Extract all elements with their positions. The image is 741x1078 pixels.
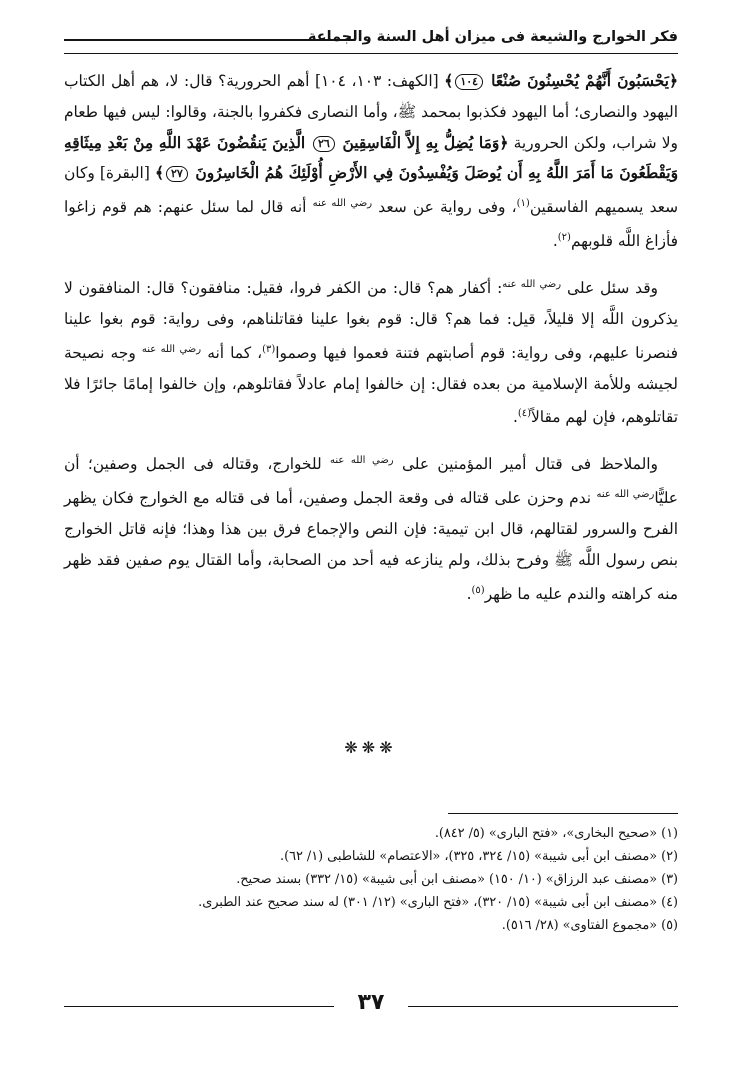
paragraph-1: ﴿يَحْسَبُونَ أَنَّهُمْ يُحْسِنُونَ صُنْعًا ١٠٤﴾ [الكهف: ١٠٣، ١٠٤] أهم الحرورية؟ قال: لا، هم أهل الكتاب اليهود والنصارى؛ أما اليهود فكذبوا بمحمد ﷺ، وأما النصارى فكفروا بالجنة، وقالوا: ليس فيها طعام ولا شراب، ولكن الحرورية ﴿وَمَا يُضِلُّ بِهِ إِلاَّ الْفَاسِقِينَ ٢٦ الَّذِينَ يَنقُضُونَ عَهْدَ اللَّهِ مِنْ بَعْدِ مِيثَاقِهِ وَيَقْطَعُونَ مَا أَمَرَ اللَّهُ بِهِ أَن يُوصَلَ وَيُفْسِدُونَ فِي الأَرْضِ أُوْلَئِكَ هُمُ الْخَاسِرُونَ ٢٧﴾ [البقرة] وكان سعد يسميهم الفاسقين$^{(١)}$، وفى رواية عن سعد $^{رضي الله عنه}$ أنه قال لما سئل عنهم: هم قوم زاغوا فأزاغ اللَّه قلوبهم$^{(٢)}$.: [64, 72, 678, 251]
aya-number: ٢٦: [313, 136, 335, 152]
footnote-item: (٥) «مجموع الفتاوى» (٢٨/ ٥١٦).: [501, 918, 678, 933]
honorific-glyph: رضي الله عنه: [502, 279, 562, 291]
text-span: [الكهف: ١٠٣، ١٠٤] أهم الحرورية؟ قال: لا، هم أهل الكتاب اليهود والنصارى؛ أما اليهود فكذبوا بمحمد ﷺ، وأما النصارى فكفروا بالجنة، وقالوا: ليس فيها طعام ولا شراب، ولكن الحرورية: [64, 72, 678, 152]
text-span: وقد سئل على: [567, 279, 658, 298]
footnote-ref: (٢): [557, 232, 571, 244]
text-span: [البقرة] وكان سعد يسميهم الفاسقين: [64, 164, 678, 217]
footnote-rule: [448, 813, 678, 814]
header-rule-thin: [64, 53, 678, 54]
text-span: ندم وحزن على قتاله فى وقعة الجمل وصفين، أما فى قتاله مع الخوارج فكان يظهر الفرح والسرور لقتالهم، قال ابن تيمية: فإن النص والإجماع فرق بين هذا وهذا؛ فإنه قاتل الخوارج بنص رسول اللَّه ﷺ وفرح بذلك، ولم ينازعه فيه أحد من الصحابة، وأما القتال يوم صفين فقد ظهر منه كراهته والندم عليه ما ظهر: [64, 489, 678, 603]
footnote-item: (٤) «مصنف ابن أبى شيبة» (١٥/ ٣٢٠)، «فتح البارى» (١٢/ ٣٠١) له سند صحيح عند الطبرى.: [198, 895, 678, 910]
section-separator: ❋❋❋: [344, 738, 397, 757]
text-span: ، كما أنه: [207, 343, 263, 362]
footnote-item: (١) «صحيح البخارى»، «فتح البارى» (٥/ ٨٤٢).: [434, 826, 678, 841]
paragraph-3: والملاحظ فى قتال أمير المؤمنين على $^{رضي الله عنه}$ للخوارج، وقتاله فى الجمل وصفين؛ أن عليًّا$^{رضي الله عنه}$ ندم وحزن على قتاله فى وقعة الجمل وصفين، أما فى قتاله مع الخوارج فكان يظهر الفرح والسرور لقتالهم، قال ابن تيمية: فإن النص والإجماع فرق بين هذا وهذا؛ فإنه قاتل الخوارج بنص رسول اللَّه ﷺ وفرح بذلك، ولم ينازعه فيه أحد من الصحابة، وأما القتال يوم صفين فقد ظهر منه كراهته والندم عليه ما ظهر$^{(٥)}$.: [64, 455, 678, 603]
footnote-item: (٢) «مصنف ابن أبى شيبة» (١٥/ ٣٢٤، ٣٢٥)، «الاعتصام» للشاطبى (١/ ٦٢).: [280, 849, 678, 864]
honorific-glyph: رضي الله عنه: [312, 198, 373, 210]
main-text: [64, 66, 678, 623]
footnote-ref: (٣): [262, 343, 276, 355]
text-span: : أكفار هم؟ قال: من الكفر فروا، فقيل: منافقون؟ قال: المنافقون لا يذكرون اللَّه إلا قليلاً، قيل: فما هم؟ قال: قوم بغوا علينا فقاتلناهم، وفى رواية: قوم بغوا علينا فنصرنا عليهم، وفى رواية: قوم أصابتهم فتنة فعموا فيها وصموا: [64, 279, 678, 362]
paragraph-2: وقد سئل على $^{رضي الله عنه}$: أكفار هم؟ قال: من الكفر فروا، فقيل: منافقون؟ قال: المنافقون لا يذكرون اللَّه إلا قليلاً، قيل: فما هم؟ قال: قوم بغوا علينا فقاتلناهم، وفى رواية: قوم بغوا علينا فنصرنا عليهم، وفى رواية: قوم أصابتهم فتنة فعموا فيها وصموا$^{(٣)}$، كما أنه $^{رضي الله عنه}$ وجه نصيحة لجيشه وللأمة الإسلامية من بعده فقال: إن خالفوا إمام عادلاً فقاتلوهم، وإن خالفوا إمامًا جائرًا فلا تقاتلوهم، فإن لهم مقالاً$^{(٤)}$.: [64, 279, 678, 427]
header-rule-thick: [64, 39, 354, 41]
honorific-glyph: رضي الله عنه: [329, 455, 394, 467]
text-span: أنه قال لما سئل عنهم: هم قوم زاغوا فأزاغ اللَّه قلوبهم: [64, 198, 678, 251]
footnote-item: (٣) «مصنف عبد الرزاق» (١٠/ ١٥٠) «مصنف ابن أبى شيبة» (١٥/ ٣٣٢) بسند صحيح.: [236, 872, 678, 887]
footnote-ref: (١): [516, 198, 530, 210]
text-span: للخوارج، وقتاله فى الجمل وصفين؛ أن عليًّا: [64, 455, 678, 508]
page-number: ٣٧: [357, 990, 385, 1015]
running-header: [64, 26, 678, 56]
text-span: وجه نصيحة لجيشه وللأمة الإسلامية من بعده فقال: إن خالفوا إمام عادلاً فقاتلوهم، وإن خالفوا إمامًا جائرًا فلا تقاتلوهم، فإن لهم مقالاً: [64, 343, 678, 427]
quran-verse: ﴿وَمَا يُضِلُّ بِهِ إِلاَّ الْفَاسِقِينَ ٢٦ الَّذِينَ يَنقُضُونَ عَهْدَ اللَّهِ مِنْ بَعْدِ مِيثَاقِهِ وَيَقْطَعُونَ مَا أَمَرَ اللَّهُ بِهِ أَن يُوصَلَ وَيُفْسِدُونَ فِي الأَرْضِ أُوْلَئِكَ هُمُ الْخَاسِرُونَ ٢٧﴾: [64, 133, 678, 183]
text-span: والملاحظ فى قتال أمير المؤمنين على: [401, 455, 658, 474]
honorific-glyph: رضي الله عنه: [141, 343, 202, 355]
footnotes: [64, 822, 678, 937]
page-footer: [64, 990, 678, 1018]
header-title: فكر الخوارج والشيعة فى ميزان أهل السنة والجماعة: [307, 29, 678, 45]
aya-number: ٢٧: [166, 166, 188, 182]
quran-verse: ﴿يَحْسَبُونَ أَنَّهُمْ يُحْسِنُونَ صُنْعًا ١٠٤﴾: [444, 72, 678, 90]
text-span: ، وفى رواية عن سعد: [378, 198, 517, 217]
aya-number: ١٠٤: [455, 74, 483, 90]
footnote-ref: (٤): [517, 408, 532, 420]
honorific-glyph: رضي الله عنه: [596, 489, 655, 501]
footnote-ref: (٥): [471, 584, 485, 596]
